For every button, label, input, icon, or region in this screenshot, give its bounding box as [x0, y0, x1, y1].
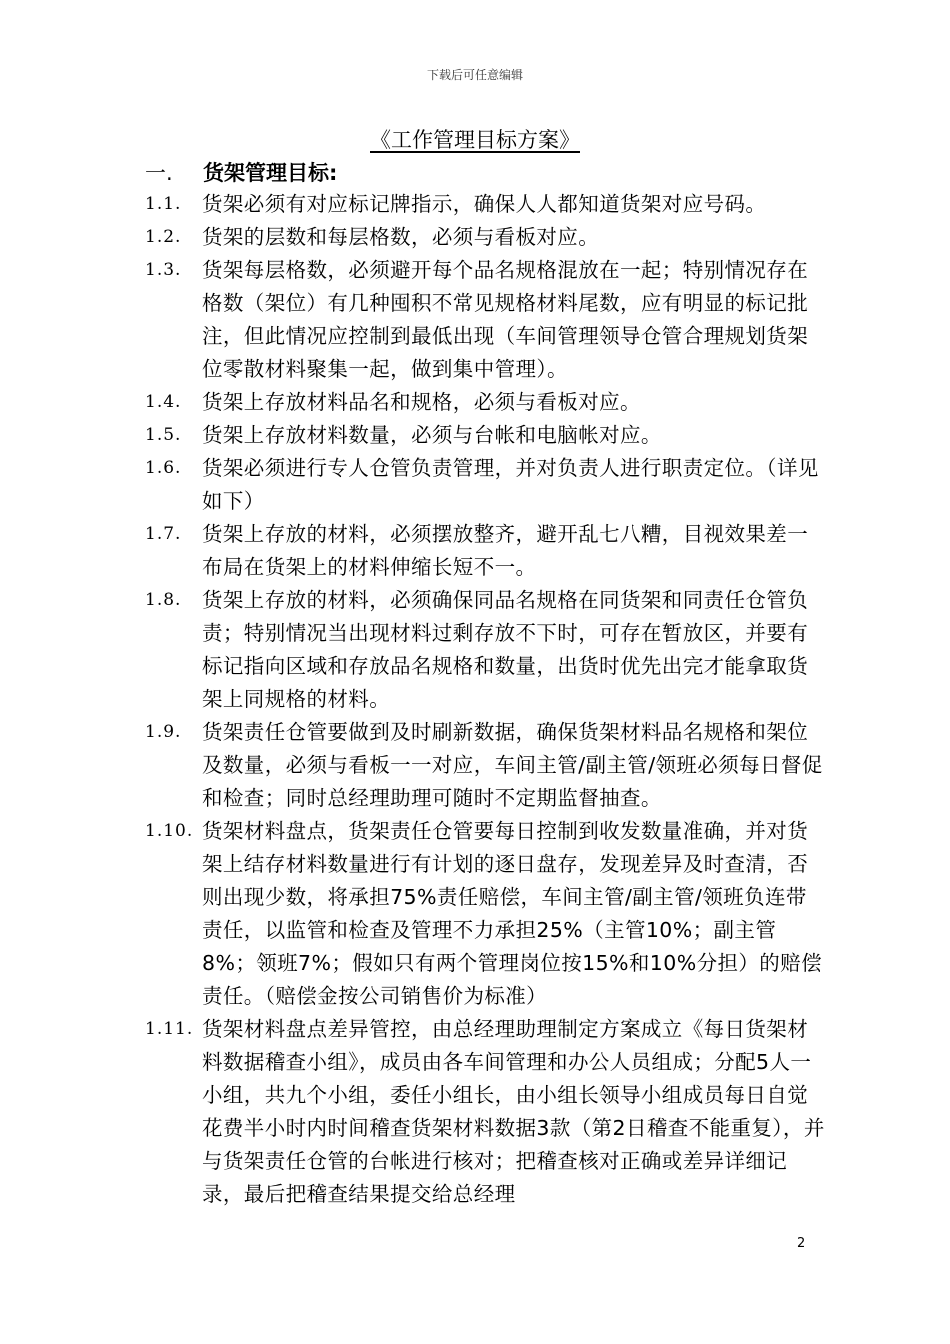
list-item: [145, 815, 825, 1013]
list-item: [145, 386, 825, 419]
header-note: 下载后可任意编辑: [426, 68, 523, 82]
item-text: 货架必须进行专人仓管负责管理，并对负责人进行职责定位。（详见如下）: [202, 456, 819, 513]
page-number: 2: [797, 1236, 806, 1251]
item-text: 货架上存放的材料，必须摆放整齐，避开乱七八糟，目视效果差一布局在货架上的材料伸缩长短不一。: [202, 522, 809, 579]
item-number: 1.5.: [145, 425, 182, 445]
item-number: 1.8.: [145, 590, 182, 610]
item-text: 货架的层数和每层格数，必须与看板对应。: [202, 225, 600, 249]
list-item: [145, 518, 825, 584]
item-text: 货架材料盘点差异管控，由总经理助理制定方案成立《每日货架材料数据稽查小组》，成员由各车间管理和办公人员组成；分配5人一小组，共九个小组，委任小组长，由小组长领导小组成员每日自觉花费半小时内时间稽查货架材料数据3款（第2日稽查不能重复），并与货架责任仓管的台帐进行核对；把稽查核对正确或差异详细记录，最后把稽查结果提交给总经理: [202, 1017, 825, 1206]
list-item: [145, 188, 825, 221]
list-item: [145, 254, 825, 386]
item-text: 货架必须有对应标记牌指示，确保人人都知道货架对应号码。: [202, 192, 767, 216]
item-text: 货架每层格数，必须避开每个品名规格混放在一起；特别情况存在格数（架位）有几种囤积不常见规格材料尾数，应有明显的标记批注，但此情况应控制到最低出现（车间管理领导仓管合理规划货架位零散材料聚集一起，做到集中管理）。: [202, 258, 809, 381]
item-number: 1.3.: [145, 260, 182, 280]
list-item: [145, 221, 825, 254]
list-item: [145, 419, 825, 452]
item-number: 1.4.: [145, 392, 182, 412]
item-text: 货架上存放的材料，必须确保同品名规格在同货架和同责任仓管负责；特别情况当出现材料过剩存放不下时，可存在暂放区，并要有标记指向区域和存放品名规格和数量，出货时优先出完才能拿取货架上同规格的材料。: [202, 588, 809, 711]
item-number: 1.11.: [145, 1019, 194, 1039]
list-item: [145, 584, 825, 716]
item-number: 1.1.: [145, 194, 182, 214]
item-list: [145, 188, 825, 1211]
list-item: [145, 1013, 825, 1211]
item-text: 货架责任仓管要做到及时刷新数据，确保货架材料品名规格和架位及数量，必须与看板一一对应，车间主管/副主管/领班必须每日督促和检查；同时总经理助理可随时不定期监督抽查。: [202, 720, 823, 810]
item-number: 1.6.: [145, 458, 182, 478]
section-heading: [145, 158, 337, 188]
item-number: 1.10.: [145, 821, 194, 841]
item-number: 1.9.: [145, 722, 182, 742]
document-title-text: 《工作管理目标方案》: [370, 128, 580, 152]
item-text: 货架上存放材料品名和规格，必须与看板对应。: [202, 390, 641, 414]
document-title: [0, 124, 950, 154]
item-text: 货架上存放材料数量，必须与台帐和电脑帐对应。: [202, 423, 662, 447]
section-heading-text: 货架管理目标:: [203, 161, 338, 185]
item-text: 货架材料盘点，货架责任仓管要每日控制到收发数量准确，并对货架上结存材料数量进行有计划的逐日盘存，发现差异及时查清，否则出现少数，将承担75%责任赔偿，车间主管/副主管/领班负连带责任，以监管和检查及管理不力承担25%（主管10%；副主管8%；领班7%；假如只有两个管理岗位按15%和10%分担）的赔偿责任。（赔偿金按公司销售价为标准）: [202, 819, 822, 1008]
item-number: 1.2.: [145, 227, 182, 247]
section-number: 一.: [145, 161, 173, 185]
item-number: 1.7.: [145, 524, 182, 544]
list-item: [145, 452, 825, 518]
list-item: [145, 716, 825, 815]
